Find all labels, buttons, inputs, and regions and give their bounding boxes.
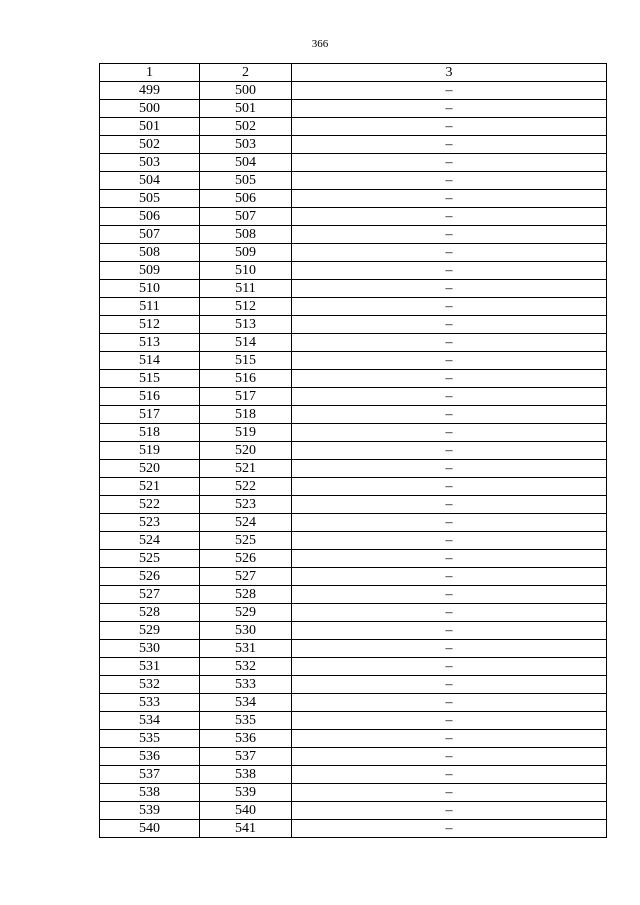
table-cell-col-2: 518 <box>200 406 292 424</box>
table-cell-col-1: 511 <box>100 298 200 316</box>
table-cell-col-2: 515 <box>200 352 292 370</box>
table-row <box>100 676 607 694</box>
table-row <box>100 262 607 280</box>
table-cell-col-1: 509 <box>100 262 200 280</box>
table-row <box>100 370 607 388</box>
table-cell-col-3: – <box>292 406 607 424</box>
table-cell-col-2: 530 <box>200 622 292 640</box>
table-cell-col-2: 504 <box>200 154 292 172</box>
table-cell-col-3: – <box>292 658 607 676</box>
table-cell-col-3: – <box>292 586 607 604</box>
table-cell-col-1: 510 <box>100 280 200 298</box>
table-cell-col-2: 512 <box>200 298 292 316</box>
table-cell-col-3: – <box>292 442 607 460</box>
table-cell-col-2: 538 <box>200 766 292 784</box>
table-cell-col-3: – <box>292 190 607 208</box>
table-cell-col-3: – <box>292 460 607 478</box>
table-row <box>100 118 607 136</box>
table-cell-col-1: 514 <box>100 352 200 370</box>
table-cell-col-1: 520 <box>100 460 200 478</box>
table-cell-col-2: 531 <box>200 640 292 658</box>
table-row <box>100 280 607 298</box>
table-cell-col-1: 522 <box>100 496 200 514</box>
table-cell-col-1: 530 <box>100 640 200 658</box>
table-row <box>100 784 607 802</box>
table-cell-col-2: 541 <box>200 820 292 838</box>
table-cell-col-1: 533 <box>100 694 200 712</box>
table-row <box>100 388 607 406</box>
table-cell-col-1: 536 <box>100 748 200 766</box>
table-cell-col-1: 539 <box>100 802 200 820</box>
table-cell-col-2: 513 <box>200 316 292 334</box>
table-cell-col-2: 524 <box>200 514 292 532</box>
table-row <box>100 298 607 316</box>
table-cell-col-2: 503 <box>200 136 292 154</box>
table-cell-col-1: 517 <box>100 406 200 424</box>
table-cell-col-2: 510 <box>200 262 292 280</box>
table-cell-col-3: – <box>292 352 607 370</box>
table-cell-col-1: 538 <box>100 784 200 802</box>
table-cell-col-3: – <box>292 568 607 586</box>
table-cell-col-2: 532 <box>200 658 292 676</box>
table-cell-col-3: – <box>292 316 607 334</box>
table-cell-col-3: – <box>292 640 607 658</box>
table-cell-col-1: 507 <box>100 226 200 244</box>
table-row <box>100 550 607 568</box>
table-cell-col-3: – <box>292 550 607 568</box>
table-cell-col-1: 513 <box>100 334 200 352</box>
table-cell-col-3: – <box>292 244 607 262</box>
table-cell-col-2: 539 <box>200 784 292 802</box>
table-row <box>100 694 607 712</box>
table-row <box>100 82 607 100</box>
table-cell-col-3: – <box>292 730 607 748</box>
table-cell-col-3: – <box>292 100 607 118</box>
table-cell-col-1: 531 <box>100 658 200 676</box>
table-cell-col-1: 518 <box>100 424 200 442</box>
table-cell-col-1: 505 <box>100 190 200 208</box>
table-row <box>100 604 607 622</box>
table-cell-col-2: 523 <box>200 496 292 514</box>
table-cell-col-3: – <box>292 478 607 496</box>
table-row <box>100 226 607 244</box>
table-cell-col-3: – <box>292 262 607 280</box>
table-cell-col-2: 506 <box>200 190 292 208</box>
table-cell-col-2: 508 <box>200 226 292 244</box>
table-cell-col-3: – <box>292 820 607 838</box>
table-row <box>100 766 607 784</box>
table-cell-col-3: – <box>292 694 607 712</box>
table-cell-col-1: 512 <box>100 316 200 334</box>
table-cell-col-3: – <box>292 136 607 154</box>
table-cell-col-2: 529 <box>200 604 292 622</box>
table-cell-col-1: 535 <box>100 730 200 748</box>
table-row <box>100 478 607 496</box>
table-cell-col-2: 519 <box>200 424 292 442</box>
table-row <box>100 712 607 730</box>
table-cell-col-2: 507 <box>200 208 292 226</box>
column-header-1: 1 <box>100 64 200 82</box>
table-row <box>100 460 607 478</box>
table-cell-col-2: 525 <box>200 532 292 550</box>
table-row <box>100 334 607 352</box>
table-cell-col-2: 527 <box>200 568 292 586</box>
table-cell-col-1: 540 <box>100 820 200 838</box>
table-row <box>100 532 607 550</box>
table-cell-col-3: – <box>292 604 607 622</box>
table-row <box>100 568 607 586</box>
table-cell-col-2: 535 <box>200 712 292 730</box>
table-cell-col-1: 532 <box>100 676 200 694</box>
table-cell-col-2: 509 <box>200 244 292 262</box>
table-row <box>100 424 607 442</box>
data-table <box>99 63 607 838</box>
column-header-2: 2 <box>200 64 292 82</box>
table-row <box>100 136 607 154</box>
table-row <box>100 514 607 532</box>
table-cell-col-1: 515 <box>100 370 200 388</box>
table-cell-col-3: – <box>292 334 607 352</box>
table-cell-col-3: – <box>292 298 607 316</box>
table-cell-col-1: 524 <box>100 532 200 550</box>
table-row <box>100 100 607 118</box>
table-cell-col-1: 519 <box>100 442 200 460</box>
table-row <box>100 748 607 766</box>
table-cell-col-3: – <box>292 370 607 388</box>
table-cell-col-2: 528 <box>200 586 292 604</box>
table-cell-col-2: 511 <box>200 280 292 298</box>
table-cell-col-3: – <box>292 82 607 100</box>
table-row <box>100 586 607 604</box>
table-row <box>100 496 607 514</box>
table-cell-col-3: – <box>292 226 607 244</box>
table-cell-col-3: – <box>292 712 607 730</box>
table-row <box>100 406 607 424</box>
table-header-row <box>100 64 607 82</box>
table-cell-col-2: 501 <box>200 100 292 118</box>
table-cell-col-1: 500 <box>100 100 200 118</box>
table-cell-col-3: – <box>292 388 607 406</box>
table-cell-col-3: – <box>292 784 607 802</box>
table-cell-col-3: – <box>292 766 607 784</box>
table-row <box>100 820 607 838</box>
table-row <box>100 244 607 262</box>
page-number: 366 <box>311 38 329 50</box>
table-row <box>100 154 607 172</box>
table-cell-col-2: 534 <box>200 694 292 712</box>
table-cell-col-3: – <box>292 802 607 820</box>
column-header-3: 3 <box>292 64 607 82</box>
table-cell-col-1: 521 <box>100 478 200 496</box>
table-cell-col-3: – <box>292 748 607 766</box>
table-cell-col-1: 504 <box>100 172 200 190</box>
table-cell-col-1: 503 <box>100 154 200 172</box>
table-cell-col-3: – <box>292 424 607 442</box>
table-cell-col-1: 508 <box>100 244 200 262</box>
table-cell-col-3: – <box>292 514 607 532</box>
table-row <box>100 208 607 226</box>
table-cell-col-1: 534 <box>100 712 200 730</box>
table-row <box>100 172 607 190</box>
table-cell-col-3: – <box>292 532 607 550</box>
table-cell-col-1: 537 <box>100 766 200 784</box>
table-cell-col-1: 529 <box>100 622 200 640</box>
table-cell-col-2: 516 <box>200 370 292 388</box>
table-header <box>100 64 607 82</box>
table-cell-col-1: 506 <box>100 208 200 226</box>
table-cell-col-3: – <box>292 676 607 694</box>
table-cell-col-2: 536 <box>200 730 292 748</box>
table-cell-col-2: 517 <box>200 388 292 406</box>
table-cell-col-3: – <box>292 172 607 190</box>
table-cell-col-1: 502 <box>100 136 200 154</box>
table-cell-col-2: 540 <box>200 802 292 820</box>
table-row <box>100 442 607 460</box>
table-cell-col-3: – <box>292 118 607 136</box>
table-cell-col-2: 521 <box>200 460 292 478</box>
table-cell-col-2: 526 <box>200 550 292 568</box>
table-cell-col-2: 505 <box>200 172 292 190</box>
table-body <box>100 82 607 838</box>
table-cell-col-1: 499 <box>100 82 200 100</box>
table-cell-col-2: 520 <box>200 442 292 460</box>
table-cell-col-1: 516 <box>100 388 200 406</box>
table-cell-col-1: 527 <box>100 586 200 604</box>
table-cell-col-1: 528 <box>100 604 200 622</box>
table-cell-col-2: 537 <box>200 748 292 766</box>
table-cell-col-3: – <box>292 154 607 172</box>
table-cell-col-2: 514 <box>200 334 292 352</box>
table-row <box>100 190 607 208</box>
table-row <box>100 802 607 820</box>
table-cell-col-3: – <box>292 496 607 514</box>
table-cell-col-3: – <box>292 280 607 298</box>
table-cell-col-1: 523 <box>100 514 200 532</box>
table-row <box>100 316 607 334</box>
table-cell-col-2: 522 <box>200 478 292 496</box>
table-row <box>100 658 607 676</box>
table-cell-col-1: 501 <box>100 118 200 136</box>
table-row <box>100 640 607 658</box>
table-cell-col-1: 526 <box>100 568 200 586</box>
table-cell-col-2: 533 <box>200 676 292 694</box>
table-cell-col-3: – <box>292 208 607 226</box>
table-cell-col-3: – <box>292 622 607 640</box>
table-cell-col-1: 525 <box>100 550 200 568</box>
table-cell-col-2: 502 <box>200 118 292 136</box>
table-row <box>100 622 607 640</box>
table-row <box>100 352 607 370</box>
table-cell-col-2: 500 <box>200 82 292 100</box>
table-row <box>100 730 607 748</box>
